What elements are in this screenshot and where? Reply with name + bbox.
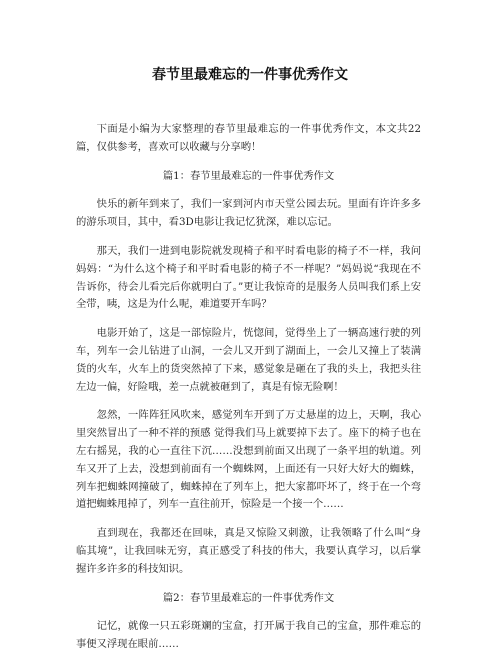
body-paragraph: 那天，我们一进到电影院就发现椅子和平时看电影的椅子不一样，我问妈妈：“为什么这个椅子和平时看电影的椅子不一样呢？”妈妈说“我现在不告诉你，待会儿看完后你就明白了。”更让我惊奇的是服务人员叫我们系上安全带，咦，这是为什么呢，难道要开车吗？ — [76, 244, 421, 311]
section-heading: 篇2：春节里最难忘的一件事优秀作文 — [162, 591, 335, 604]
body-paragraph: 电影开始了，这是一部惊险片，恍惚间，觉得坐上了一辆高速行驶的列车，列车一会儿钻进了山洞，一会儿又开到了湖面上，一会儿又撞上了装满货的火车，火车上的货突然掉了下来，感觉象是砸在了我的头上，我把头往左边一偏，好险哦，差一点就被砸到了，真是有惊无险啊！ — [76, 327, 421, 393]
body-paragraph: 记忆，就像一只五彩斑斓的宝盒，打开属于我自己的宝盒，那件难忘的事便又浮现在眼前…… — [76, 620, 421, 651]
body-paragraph: 忽然，一阵阵狂风吹来，感觉列车开到了万丈悬崖的边上，天啊，我心里突然冒出了一种不祥的预感 觉得我们马上就要掉下去了。座下的椅子也在左右摇晃，我的心一直往下沉……没想到前面又出现了一条平坦的轨道。列车又开了上去，没想到前面有一个蜘蛛网，上面还有一只好大好大的蜘蛛，列车把蜘蛛网撞破了，蜘蛛掉在了列车上，把大家都吓坏了，终于在一个弯道把蜘蛛甩掉了，列车一直往前开，惊险是一个接一个…… — [76, 409, 421, 511]
intro-paragraph: 下面是小编为大家整理的春节里最难忘的一件事优秀作文，本文共22篇，仅供参考，喜欢可以收藏与分享哟！ — [76, 123, 421, 153]
document-title: 春节里最难忘的一件事优秀作文 — [152, 67, 348, 83]
body-paragraph: 直到现在，我都还在回味，真是又惊险又刺激，让我领略了什么叫“身临其境”，让我回味无穷，真正感受了科技的伟大，我要认真学习，以后掌握许多许多的科技知识。 — [76, 527, 421, 575]
body-paragraph: 快乐的新年到来了，我们一家到河内市天堂公园去玩。里面有许许多多的游乐项目，其中，看3D电影让我记忆犹深，难以忘记。 — [76, 198, 421, 229]
section-heading: 篇1：春节里最难忘的一件事优秀作文 — [162, 169, 335, 182]
document-body — [76, 121, 421, 665]
